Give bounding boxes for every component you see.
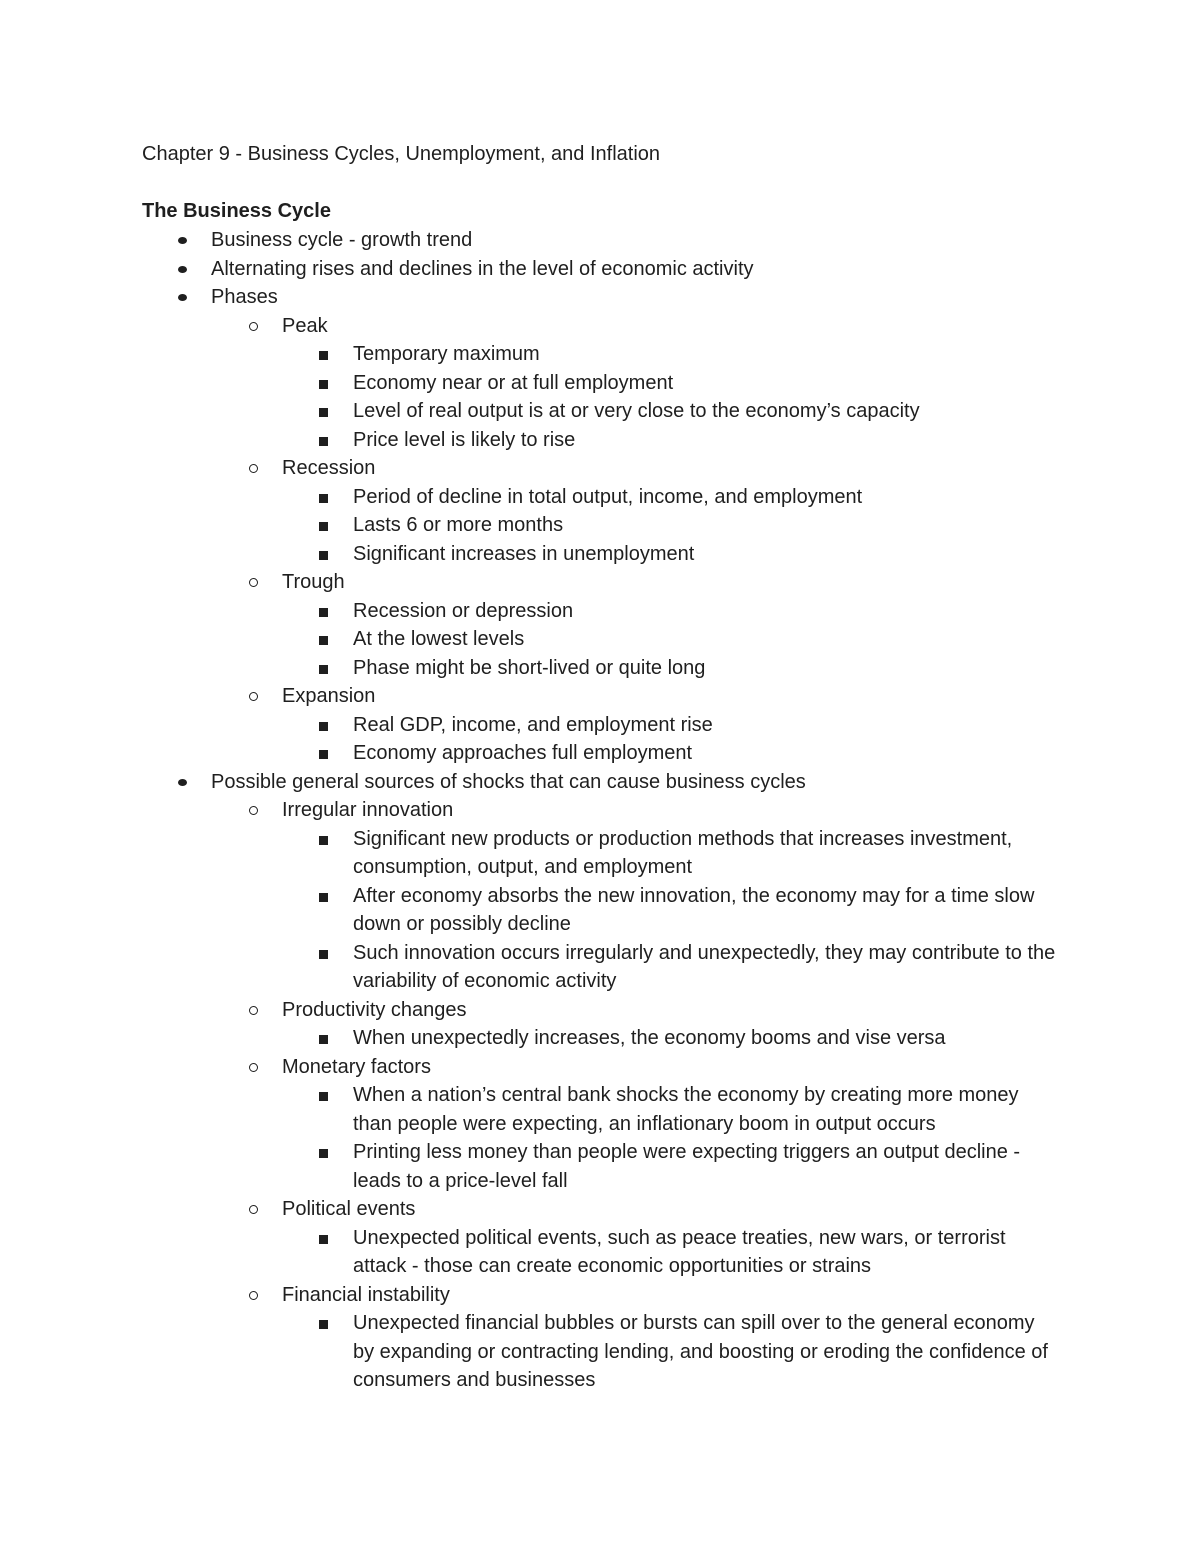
list-item [142, 625, 1082, 654]
list-item [142, 882, 1082, 939]
list-item-text: Significant new products or production methods that increases investment, consumption, output, and employment [353, 827, 1013, 878]
list-item [142, 397, 1082, 426]
square-bullet-icon [319, 380, 328, 389]
disc-bullet-icon [178, 294, 187, 301]
square-bullet-icon [319, 437, 328, 446]
outline-level-3 [282, 597, 1082, 683]
document-title: Chapter 9 - Business Cycles, Unemployment, and Inflation [142, 143, 661, 165]
square-bullet-icon [319, 722, 328, 731]
list-item-text: Level of real output is at or very close to the economy’s capacity [353, 400, 920, 422]
square-bullet-icon [319, 1149, 328, 1158]
list-item-text: Recession [282, 457, 376, 479]
circle-bullet-icon [249, 1063, 258, 1072]
outline-level-3 [282, 825, 1082, 996]
square-bullet-icon [319, 750, 328, 759]
list-item [142, 1195, 1082, 1281]
list-item-text: Phases [211, 286, 278, 308]
circle-bullet-icon [249, 806, 258, 815]
outline-level-2 [211, 312, 1082, 768]
list-item [142, 796, 1082, 996]
list-item-text: Political events [282, 1198, 416, 1220]
circle-bullet-icon [249, 692, 258, 701]
list-item-text: Productivity changes [282, 998, 467, 1021]
list-item [142, 1281, 1082, 1395]
list-item-text: Real GDP, income, and employment rise [353, 713, 713, 736]
circle-bullet-icon [249, 578, 258, 587]
list-item-text: Financial instability [282, 1283, 450, 1306]
list-item [142, 1309, 1082, 1395]
square-bullet-icon [319, 836, 328, 845]
disc-bullet-icon [178, 779, 187, 786]
square-bullet-icon [319, 522, 328, 531]
list-item-text: After economy absorbs the new innovation, the economy may for a time slow down or possibly decline [353, 884, 1035, 935]
list-item-text: Period of decline in total output, income, and employment [353, 485, 863, 508]
list-item-text: Irregular innovation [282, 799, 454, 821]
outline-level-3 [282, 1081, 1082, 1195]
list-item [142, 768, 1082, 1395]
disc-bullet-icon [178, 266, 187, 273]
list-item-text: At the lowest levels [353, 628, 525, 650]
outline-level-3 [282, 1309, 1082, 1395]
list-item [142, 540, 1082, 569]
square-bullet-icon [319, 408, 328, 417]
circle-bullet-icon [249, 464, 258, 473]
square-bullet-icon [319, 893, 328, 902]
list-item [142, 255, 1082, 284]
outline-level-3 [282, 483, 1082, 569]
document-page [142, 139, 1082, 1395]
list-item [142, 682, 1082, 768]
list-item [142, 483, 1082, 512]
list-item [142, 454, 1082, 568]
list-item-text: When unexpectedly increases, the economy booms and vise versa [353, 1027, 946, 1049]
circle-bullet-icon [249, 1205, 258, 1214]
list-item-text: Unexpected financial bubbles or bursts can spill over to the general economy by expanding or contracting lending, and boosting or eroding the confidence of consumers and businesses [353, 1312, 1048, 1391]
list-item [142, 597, 1082, 626]
list-item-text: Unexpected political events, such as peace treaties, new wars, or terrorist attack - those can create economic opportunities or strains [353, 1226, 1006, 1277]
square-bullet-icon [319, 1035, 328, 1044]
outline-level-1 [142, 226, 1082, 1395]
list-item-text: Significant increases in unemployment [353, 542, 695, 565]
list-item-text: Such innovation occurs irregularly and unexpectedly, they may contribute to the variability of economic activity [353, 941, 1056, 992]
list-item-text: Monetary factors [282, 1055, 431, 1078]
list-item-text: When a nation’s central bank shocks the economy by creating more money than people were expecting, an inflationary boom in output occurs [353, 1084, 1019, 1135]
list-item [142, 1053, 1082, 1196]
list-item [142, 1138, 1082, 1195]
square-bullet-icon [319, 950, 328, 959]
list-item [142, 511, 1082, 540]
list-item [142, 996, 1082, 1053]
section-heading: The Business Cycle [142, 200, 331, 222]
list-item [142, 825, 1082, 882]
outline-level-3 [282, 1224, 1082, 1281]
outline-level-2 [211, 796, 1082, 1395]
list-item-text: Lasts 6 or more months [353, 514, 564, 536]
square-bullet-icon [319, 665, 328, 674]
list-item-text: Printing less money than people were expecting triggers an output decline - leads to a price-level fall [353, 1141, 1021, 1192]
circle-bullet-icon [249, 322, 258, 331]
list-item [142, 1081, 1082, 1138]
square-bullet-icon [319, 1235, 328, 1244]
outline-level-3 [282, 711, 1082, 768]
list-item [142, 340, 1082, 369]
list-item [142, 1224, 1082, 1281]
list-item [142, 654, 1082, 683]
list-item-text: Expansion [282, 685, 376, 707]
list-item [142, 939, 1082, 996]
square-bullet-icon [319, 636, 328, 645]
list-item [142, 312, 1082, 455]
circle-bullet-icon [249, 1291, 258, 1300]
list-item-text: Possible general sources of shocks that can cause business cycles [211, 770, 806, 793]
list-item [142, 283, 1082, 768]
list-item-text: Business cycle - growth trend [211, 229, 473, 251]
outline-level-3 [282, 1024, 1082, 1053]
list-item-text: Alternating rises and declines in the level of economic activity [211, 257, 754, 280]
list-item [142, 226, 1082, 255]
list-item-text: Price level is likely to rise [353, 428, 576, 451]
list-item-text: Peak [282, 314, 328, 337]
list-item [142, 739, 1082, 768]
disc-bullet-icon [178, 237, 187, 244]
outline-level-3 [282, 340, 1082, 454]
circle-bullet-icon [249, 1006, 258, 1015]
square-bullet-icon [319, 1320, 328, 1329]
list-item-text: Recession or depression [353, 599, 574, 622]
list-item [142, 369, 1082, 398]
list-item-text: Trough [282, 571, 345, 593]
square-bullet-icon [319, 1092, 328, 1101]
list-item [142, 1024, 1082, 1053]
list-item-text: Phase might be short-lived or quite long [353, 656, 706, 679]
list-item-text: Economy approaches full employment [353, 742, 693, 764]
list-item-text: Economy near or at full employment [353, 371, 674, 394]
square-bullet-icon [319, 351, 328, 360]
square-bullet-icon [319, 494, 328, 503]
list-item [142, 568, 1082, 682]
square-bullet-icon [319, 551, 328, 560]
list-item [142, 426, 1082, 455]
square-bullet-icon [319, 608, 328, 617]
list-item-text: Temporary maximum [353, 343, 540, 365]
list-item [142, 711, 1082, 740]
